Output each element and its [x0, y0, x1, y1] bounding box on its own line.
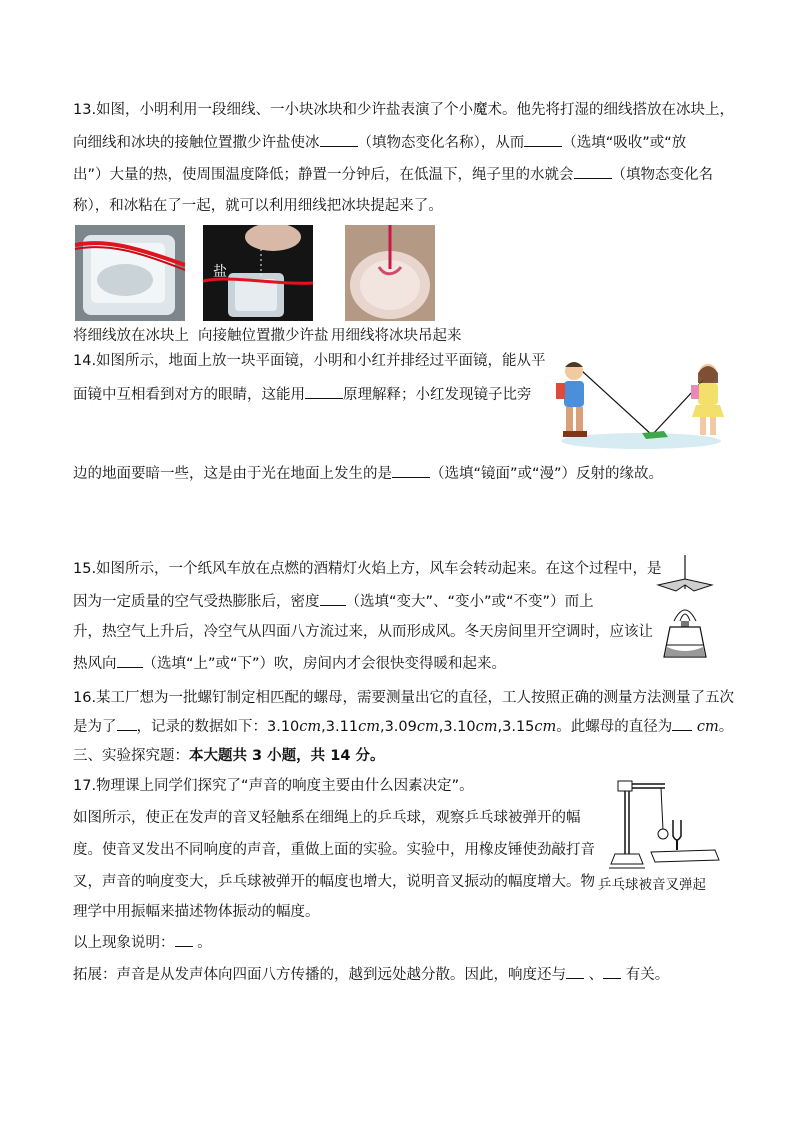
answer-blank[interactable] — [175, 932, 193, 947]
measurement-4: 3.10 — [443, 719, 476, 735]
q13-line-4: 称），和冰粘在了一起，就可以利用细线把冰块提起来了。 — [73, 198, 443, 214]
q15-line-3: 升，热空气上升后，冷空气从四面八方流过来，从而形成风。冬天房间里开空调时，应该让 — [73, 624, 653, 640]
q13-line-1: 13.如图，小明利用一段细线、一小块冰块和少许盐表演了个小魔术。他先将打湿的细线搭放在冰块上， — [73, 102, 735, 118]
q14-line-1: 14.如图所示，地面上放一块平面镜，小明和小红并排经过平面镜，能从平 — [73, 353, 546, 369]
unit-cm: cm — [358, 719, 380, 735]
q17-text: 拓展：声音是从发声体向四面八方传播的，越到远处越分散。因此，响度还与 — [73, 967, 566, 983]
answer-blank[interactable] — [320, 132, 358, 147]
unit-cm: cm — [696, 719, 719, 735]
q15-line-1: 15.如图所示，一个纸风车放在点燃的酒精灯火焰上方，风车会转动起来。在这个过程中，是 — [73, 561, 662, 577]
answer-blank[interactable] — [603, 964, 621, 979]
pinwheel-lamp-illustration — [650, 555, 720, 667]
q17-line-1: 17.物理课上同学们探究了“声音的响度主要由什么因素决定”。 — [73, 778, 474, 794]
answer-blank[interactable] — [117, 716, 137, 731]
measurement-2: 3.11 — [325, 719, 359, 735]
q16-text: 。此螺母的直径为 — [556, 719, 673, 735]
answer-blank[interactable] — [117, 653, 143, 668]
q15-text: 因为一定质量的空气受热膨胀后，密度 — [73, 594, 320, 610]
q17-text: 有关。 — [625, 967, 670, 983]
q14-text: 边的地面要暗一些，这是由于光在地面上发生的是 — [73, 466, 392, 482]
unit-cm: cm — [475, 719, 498, 735]
q13-text: （选填“吸收”或“放 — [562, 135, 687, 151]
photo-caption-3: 用细线将冰块吊起来 — [331, 328, 462, 344]
salt-photo — [203, 225, 313, 321]
section-title: 三、实验探究题： — [73, 748, 189, 764]
q14-text: 原理解释；小红发现镜子比旁 — [343, 387, 532, 403]
q16-line-2: 是为了 ，记录的数据如下：3.10cm,3.11cm,3.09cm,3.10cm,3.15cm。此螺母的直径为 cm。 — [73, 716, 733, 737]
q13-text: （填物态变化名称），从而 — [357, 135, 525, 151]
lift-ice-photo — [345, 225, 435, 321]
q16-text: ，记录的数据如下： — [136, 719, 267, 735]
q14-line-2 — [73, 384, 532, 405]
q17-line-7 — [73, 964, 669, 985]
q14-text: （选填“镜面”或“漫”）反射的缘故。 — [430, 466, 664, 482]
q17-text: 以上现象说明： — [73, 935, 175, 951]
unit-cm: cm — [299, 719, 322, 735]
ice-thread-photo — [75, 225, 185, 321]
q16-line-1: 16.某工厂想为一批螺钉制定相匹配的螺母，需要测量出它的直径，工人按照正确的测量方法测量了五次 — [73, 690, 735, 706]
q17-line-3: 度。使音叉发出不同响度的声音，重做上面的实验。实验中，用橡皮锤使劲敲打音 — [73, 842, 595, 858]
fork-figure-caption: 乒乓球被音叉弹起 — [598, 877, 706, 893]
salt-label: 盐 — [213, 264, 227, 280]
lift-ice-illustration — [345, 225, 435, 321]
answer-blank[interactable] — [566, 964, 584, 979]
q15-line-4 — [73, 653, 506, 674]
q13-line-3 — [73, 164, 713, 185]
photo-caption-2: 向接触位置撒少许盐 — [198, 328, 329, 344]
ice-thread-illustration — [75, 225, 185, 321]
q15-line-2 — [73, 591, 594, 612]
tuning-fork-illustration — [605, 776, 725, 874]
q16-text: 是为了 — [73, 719, 117, 735]
q17-line-6 — [73, 932, 212, 953]
measurement-5: 3.15 — [502, 719, 535, 735]
photo-caption-1: 将细线放在冰块上 — [73, 328, 189, 344]
measurement-1: 3.10 — [267, 719, 300, 735]
answer-blank[interactable] — [672, 716, 692, 731]
unit-cm: cm — [534, 719, 557, 735]
q13-text: （填物态变化名 — [611, 167, 714, 183]
q17-line-5: 理学中用振幅来描述物体振动的幅度。 — [73, 904, 320, 920]
measurement-3: 3.09 — [384, 719, 417, 735]
answer-blank[interactable] — [392, 463, 430, 478]
mirror-kids-figure — [546, 355, 726, 453]
section-detail: 本大题共 3 小题，共 14 分。 — [189, 748, 385, 764]
q17-line-4: 叉，声音的响度变大，乒乓球被弹开的幅度也增大，说明音叉振动的幅度增大。物 — [73, 874, 595, 890]
q13-text: 向细线和冰块的接触位置撒少许盐使冰 — [73, 135, 320, 151]
q15-text: （选填“上”或“下”）吹，房间内才会很快变得暖和起来。 — [142, 656, 507, 672]
q13-text: 出”）大量的热，使周围温度降低；静置一分钟后，在低温下，绳子里的水就会 — [73, 167, 574, 183]
q15-text: 热风向 — [73, 656, 117, 672]
answer-blank[interactable] — [305, 384, 343, 399]
q17-line-2: 如图所示，使正在发声的音叉轻触系在细绳上的乒乓球，观察乒乓球被弹开的幅 — [73, 810, 581, 826]
section-3-header — [73, 746, 384, 766]
answer-blank[interactable] — [574, 164, 612, 179]
q15-text: （选填“变大”、“变小”或“不变”）而上 — [345, 594, 594, 610]
mirror-kids-illustration — [546, 355, 726, 453]
answer-blank[interactable] — [524, 132, 562, 147]
answer-blank[interactable] — [320, 591, 346, 606]
q13-line-2 — [73, 132, 686, 153]
tuning-fork-figure — [605, 776, 725, 874]
pinwheel-lamp-figure — [650, 555, 720, 667]
q17-text: 、 — [588, 967, 604, 983]
q14-line-3 — [73, 463, 663, 484]
q17-text: 。 — [197, 935, 212, 951]
q14-text: 面镜中互相看到对方的眼睛，这能用 — [73, 387, 305, 403]
q16-text: 。 — [718, 719, 734, 735]
unit-cm: cm — [416, 719, 439, 735]
